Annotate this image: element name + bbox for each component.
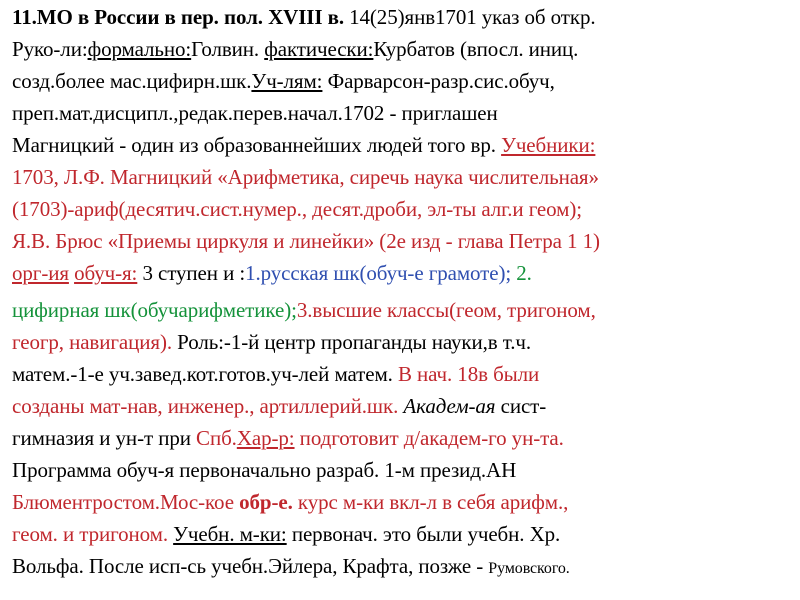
text-segment: геогр, навигация). (12, 330, 172, 354)
text-line-2 (12, 36, 578, 62)
text-line-8 (12, 228, 600, 254)
text-segment: Курбатов (впосл. иниц. (373, 37, 579, 61)
text-segment: Учебн. м-ки: (173, 522, 287, 546)
text-line-7 (12, 196, 582, 222)
text-line-13 (12, 393, 546, 419)
text-line-14 (12, 425, 564, 451)
text-segment: созд.более мас.цифирн.шк. (12, 69, 252, 93)
text-segment: обр-е. (239, 490, 293, 514)
text-segment: 11.МО в России в пер. пол. XVIII в. (12, 5, 344, 29)
text-segment: орг-ия (12, 261, 69, 285)
text-segment: В нач. 18в были (397, 362, 540, 386)
text-segment: гимназия и ун-т при (12, 426, 197, 450)
text-segment: фактически: (264, 37, 374, 61)
text-segment: 3 ступен и : (137, 261, 246, 285)
text-segment: 2. (511, 261, 532, 285)
text-line-5 (12, 132, 595, 158)
text-line-10 (12, 297, 596, 323)
text-line-6 (12, 164, 599, 190)
text-line-4 (12, 100, 498, 126)
text-line-18 (12, 553, 570, 579)
text-segment: (1703)-ариф(десятич.сист.нумер., десят.дроби, эл-ты алг.и геом); (12, 197, 582, 221)
text-segment: Блюментростом.Мос-кое (12, 490, 240, 514)
text-segment: сист- (495, 394, 547, 418)
text-segment: Хар-р: (236, 426, 295, 450)
text-segment: Учебники: (501, 133, 596, 157)
text-line-17 (12, 521, 560, 547)
text-segment: Я.В. Брюс «Приемы циркуля и линейки» (2е изд - глава Петра 1 1) (12, 229, 600, 253)
text-segment: 14(25)янв1701 указ об откр. (343, 5, 596, 29)
text-segment: Магницкий - один из образованнейших людей того вр. (12, 133, 502, 157)
text-line-16 (12, 489, 568, 515)
text-segment: Вольфа. После исп-сь учебн.Эйлера, Крафта, позже - (12, 554, 489, 578)
text-segment: преп.мат.дисципл.,редак.перев.начал.1702 - приглашен (12, 101, 498, 125)
text-segment: подготовит д/академ-го ун-та. (294, 426, 564, 450)
text-line-11 (12, 329, 531, 355)
text-segment: Программа обуч-я первоначально разраб. 1-м презид.АН (12, 458, 517, 482)
text-line-3 (12, 68, 555, 94)
text-segment: созданы мат-нав, инженер., артиллерий.шк. (12, 394, 404, 418)
text-segment: курс м-ки вкл-л в себя арифм., (292, 490, 569, 514)
text-segment: Румовского. (488, 560, 570, 577)
text-segment: 1.русская шк(обуч-е грамоте); (245, 261, 512, 285)
text-segment: обуч-я: (74, 261, 138, 285)
text-segment: первонач. это были учебн. Хр. (286, 522, 561, 546)
text-segment: Академ-ая (403, 394, 496, 418)
text-line-1 (12, 4, 596, 30)
text-segment: 1703, Л.Ф. Магницкий «Арифметика, сиречь наука числительная» (12, 165, 599, 189)
text-segment: Фарварсон-разр.сис.обуч, (322, 69, 555, 93)
text-segment: Роль:-1-й центр пропаганды науки,в т.ч. (172, 330, 531, 354)
text-segment: матем.-1-е уч.завед.кот.готов.уч-лей матем. (12, 362, 398, 386)
text-line-9 (12, 260, 532, 286)
text-segment: Спб. (196, 426, 237, 450)
text-line-12 (12, 361, 539, 387)
text-segment: 3.высшие классы(геом, тригоном, (296, 298, 596, 322)
text-segment: Руко-ли: (12, 37, 88, 61)
text-segment: Уч-лям: (251, 69, 323, 93)
text-segment: цифирная шк(обучарифметике); (12, 298, 297, 322)
text-segment: формально: (87, 37, 192, 61)
text-segment: Голвин. (191, 37, 265, 61)
text-line-15 (12, 457, 516, 483)
text-segment: геом. и тригоном. (12, 522, 168, 546)
